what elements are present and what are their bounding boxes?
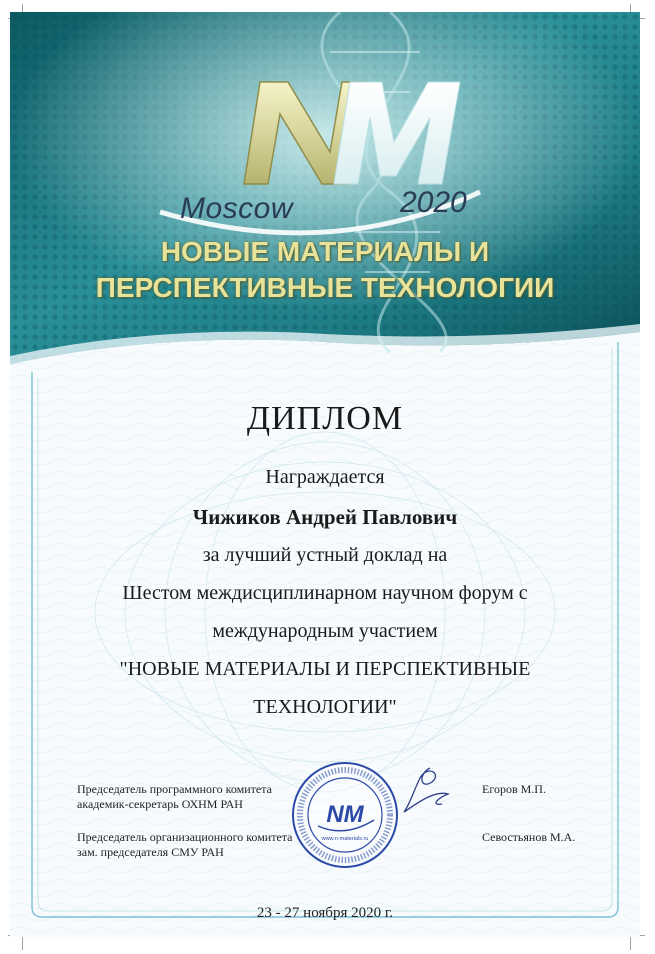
handwritten-signature — [390, 760, 470, 820]
signatory-2-role-line-2: зам. председателя СМУ РАН — [77, 845, 224, 859]
recipient-name: Чижиков Андрей Павлович — [192, 505, 458, 529]
awarded-label: Награждается — [265, 466, 385, 488]
forum-description-line-1: Шестом междисциплинарном научном форум с — [122, 582, 528, 604]
forum-name-line-2: ТЕХНОЛОГИИ" — [253, 696, 397, 718]
event-dates: 23 - 27 ноября 2020 г. — [256, 905, 394, 921]
seal-url: www.n-materials.ru — [321, 836, 369, 842]
signatory-1-name: Егоров М.П. — [482, 782, 546, 796]
forum-name-line-1: "НОВЫЕ МАТЕРИАЛЫ И ПЕРСПЕКТИВНЫЕ — [119, 658, 531, 680]
logo-city: Moscow — [180, 192, 294, 225]
signatory-1-role-line-2: академик-секретарь ОХНМ РАН — [77, 797, 243, 811]
forum-title — [10, 234, 640, 306]
logo-year: 2020 — [400, 186, 467, 219]
signatory-1-role-line-1: Председатель программного комитета — [77, 782, 272, 796]
award-reason: за лучший устный доклад на — [202, 544, 448, 566]
forum-logo — [160, 72, 500, 242]
official-seal — [290, 760, 400, 870]
forum-title-line-1: НОВЫЕ МАТЕРИАЛЫ И — [160, 236, 490, 267]
signatory-2-role — [77, 830, 293, 860]
signatory-1-role — [77, 782, 272, 812]
forum-description-line-2: международным участием — [212, 620, 438, 642]
diploma-sheet — [10, 12, 640, 937]
header-banner — [10, 12, 640, 382]
crop-mark-bottom-right — [630, 935, 645, 950]
nm-logo-icon — [160, 72, 500, 202]
forum-title-line-2: ПЕРСПЕКТИВНЫЕ ТЕХНОЛОГИИ — [95, 272, 555, 303]
diploma-heading: ДИПЛОМ — [246, 400, 404, 437]
seal-logo-letters: NM — [326, 801, 364, 828]
signatory-2-role-line-1: Председатель организационного комитета — [77, 830, 293, 844]
signatory-2-name: Севостьянов М.А. — [482, 830, 576, 844]
crop-mark-bottom-left — [8, 935, 23, 950]
